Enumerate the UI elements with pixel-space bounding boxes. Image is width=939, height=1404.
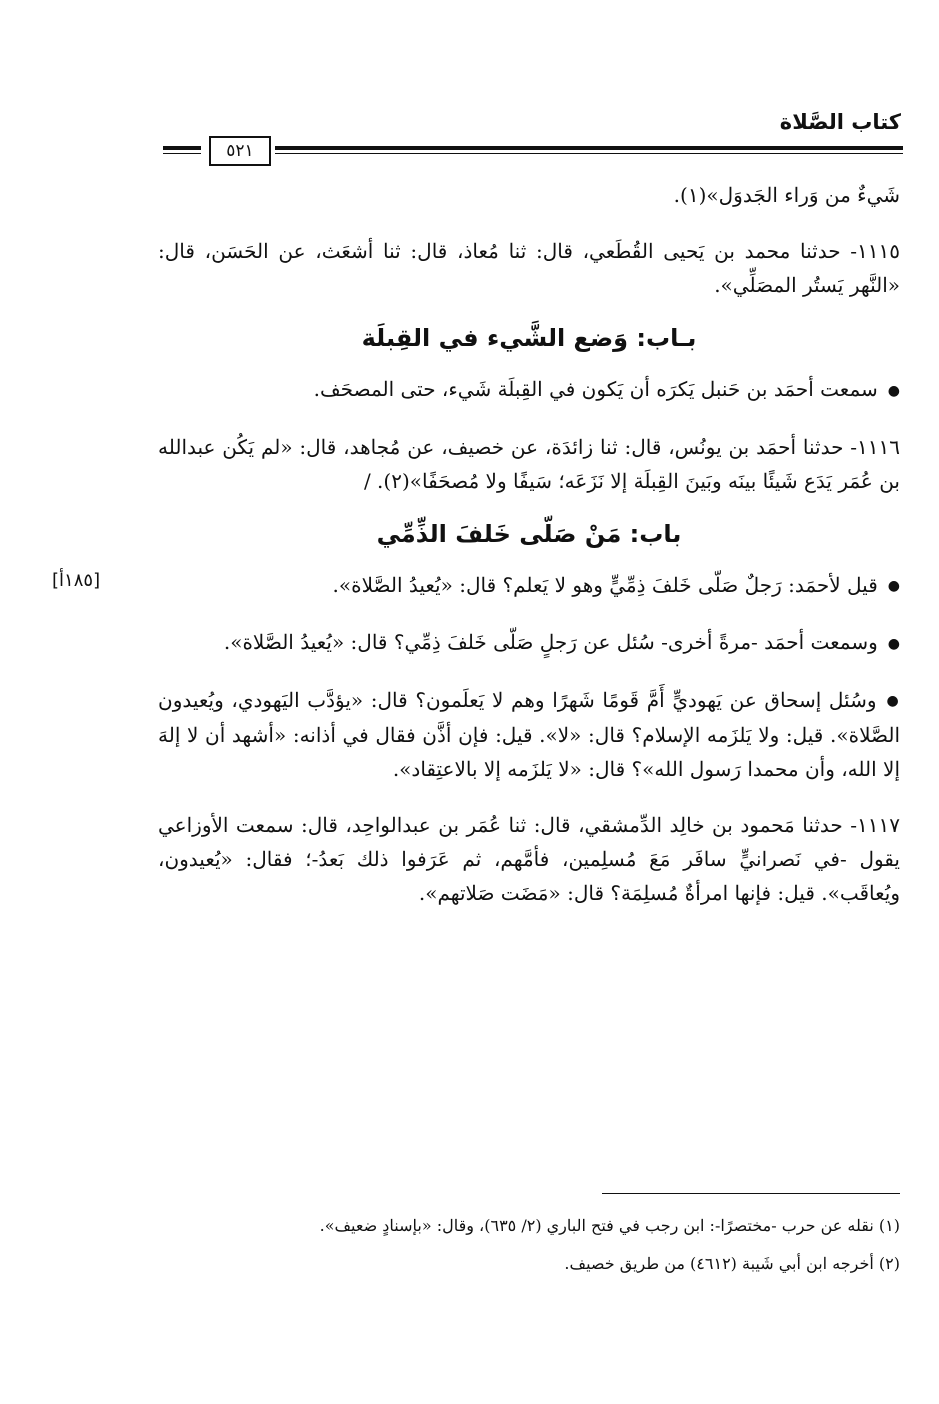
header-rule-left-thin (163, 153, 201, 154)
paragraph: شَيءٌ من وَراء الجَدوَل»(١). (673, 183, 900, 207)
book-title: كتاب الصَّلاة (779, 110, 901, 134)
footnote-2: (٢) أخرجه ابن أبي شَيبة (٤٦١٢) من طريق خصيف. (564, 1254, 900, 1273)
section-heading-qibla: بـاب: وَضع الشَّيء في القِبلَة (361, 324, 697, 352)
section-heading-dhimmi: باب: مَنْ صَلّى خَلفَ الذِّمِّي (376, 519, 682, 548)
header-rule-thick (275, 146, 903, 150)
bullet-paragraph: ● سمعت أحمَد بن حَنبل يَكرَه أن يَكون في القِبلَة شَيء، حتى المصحَف. (158, 372, 900, 408)
footnotes (158, 1212, 900, 1288)
hadith-1116: ١١١٦- حدثنا أحمَد بن يونُس، قال: ثنا زائدَة، عن خصيف، عن مُجاهد، قال: «لم يَكُن عبدالله بن عُمَر يَدَع شَيئًا بينَه وبَينَ القِبلَة إلا نَزَعَه؛ سَيفًا ولا مُصحَفًا»(٢). / (158, 434, 900, 493)
margin-folio-note: [١٨٥أ] (52, 570, 101, 591)
header-rule-left-thick (163, 146, 201, 150)
page-body (158, 178, 900, 932)
page-number: ٥٢١ (209, 136, 271, 166)
bullet-paragraph: ● وسُئل إسحاق عن يَهوديٍّ أَمَّ قَومًا شَهرًا وهم لا يَعلَمون؟ قال: «يؤدَّب اليَهودي، ويُعيدون الصَّلاة». قيل: ولا يَلزَمه الإسلام؟ قال: «لا». قيل: فإن أذَّن فقال في أذانه: «أشهد أن لا إلهَ إلا الله، وأن محمدا رَسول الله»؟ قال: «لا يَلزَمه إلا بالاعتِقاد». (158, 683, 900, 787)
bullet-paragraph: ● قيل لأحمَد: رَجلٌ صَلّى خَلفَ ذِمِّيٍّ وهو لا يَعلم؟ قال: «يُعيدُ الصَّلاة». (158, 568, 900, 604)
hadith-1117: ١١١٧- حدثنا مَحمود بن خالِد الدِّمشقي، قال: ثنا عُمَر بن عبدالواحِد، قال: سمعت الأوزاعي يقول -في نَصرانيٍّ سافَر مَعَ مُسلِمين، فأمَّهم، ثم عَرَفوا ذلك بَعدُ-؛ فقال: «يُعيدون، ويُعاقَب». قيل: فإنها امرأةٌ مُسلِمَة؟ قال: «مَضَت صَلاتهم». (158, 813, 900, 905)
hadith-1115: ١١١٥- حدثنا محمد بن يَحيى القُطَعي، قال: ثنا مُعاذ، قال: ثنا أشعَث، عن الحَسَن، قال: «النَّهر يَستُر المصَلِّي». (158, 239, 900, 297)
footnote-separator (602, 1193, 900, 1194)
footnote-1: (١) نقله عن حرب -مختصرًا-: ابن رجب في فتح الباري (٢/ ٦٣٥)، وقال: «بإسنادٍ ضعيف». (319, 1216, 900, 1235)
bullet-paragraph: ● وسمعت أحمَد -مرةً أخرى- سُئل عن رَجلٍ صَلّى خَلفَ ذِمِّي؟ قال: «يُعيدُ الصَّلاة». (158, 625, 900, 661)
page-header (163, 110, 903, 162)
header-rule-thin (275, 153, 903, 154)
